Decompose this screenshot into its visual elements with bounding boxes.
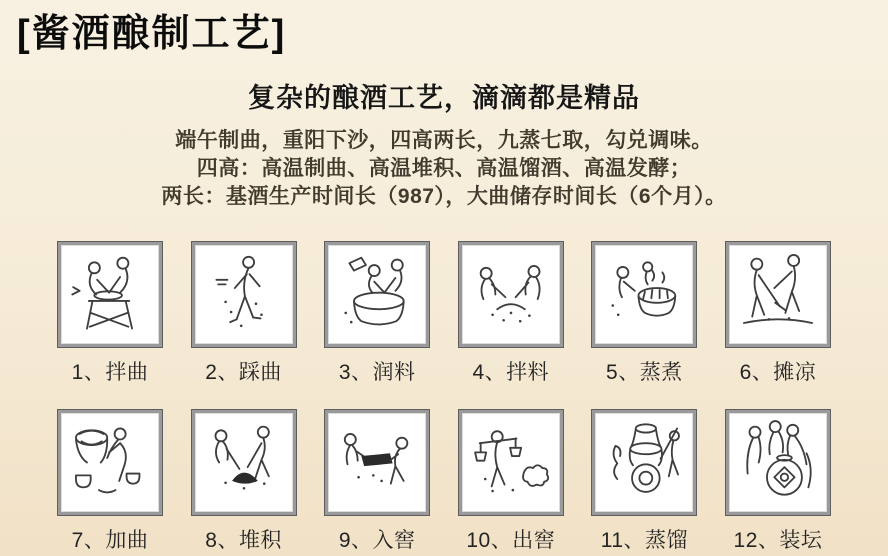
- step-8-label: 8、堆积: [205, 529, 282, 552]
- process-step-7: [58, 410, 162, 554]
- step-11-frame: [592, 410, 696, 515]
- mixing-qu-illustration-icon: [64, 248, 156, 341]
- step-3-frame: [325, 242, 429, 347]
- stacking-illustration-icon: [198, 416, 290, 509]
- step-2-frame: [192, 242, 296, 347]
- step-6-frame: [726, 242, 830, 347]
- process-step-6: [726, 242, 830, 386]
- step-1-label: 1、拌曲: [71, 361, 149, 384]
- process-step-11: [592, 410, 696, 554]
- process-step-2: [192, 242, 296, 386]
- poster-subtitle: 复杂的酿酒工艺，滴滴都是精品: [248, 83, 640, 113]
- jar-filling-illustration-icon: [732, 416, 824, 509]
- process-step-9: [325, 410, 429, 554]
- process-step-5: [592, 242, 696, 386]
- mixing-grain-illustration-icon: [465, 248, 557, 341]
- step-10-label: 10、出窖: [466, 529, 556, 552]
- process-step-12: [726, 410, 830, 554]
- description-line-2: 四高：高温制曲、高温堆积、高温馏酒、高温发酵；: [196, 157, 692, 180]
- process-step-4: [459, 242, 563, 386]
- step-3-label: 3、润料: [338, 361, 416, 384]
- process-steps-row-2: [58, 410, 830, 554]
- process-steps-row-1: [58, 242, 830, 386]
- process-description: [0, 127, 888, 211]
- step-9-frame: [325, 410, 429, 515]
- step-5-frame: [592, 242, 696, 347]
- step-7-frame: [58, 410, 162, 515]
- process-step-1: [58, 242, 162, 386]
- step-4-label: 4、拌料: [472, 361, 550, 384]
- step-1-frame: [58, 242, 162, 347]
- spreading-to-cool-illustration-icon: [732, 248, 824, 341]
- process-step-8: [192, 410, 296, 554]
- treading-qu-illustration-icon: [198, 248, 290, 341]
- entering-pit-illustration-icon: [331, 416, 423, 509]
- adding-qu-illustration-icon: [64, 416, 156, 509]
- step-9-label: 9、入窖: [338, 529, 416, 552]
- step-8-frame: [192, 410, 296, 515]
- distilling-illustration-icon: [598, 416, 690, 509]
- step-10-frame: [459, 410, 563, 515]
- process-step-10: [459, 410, 563, 554]
- process-step-3: [325, 242, 429, 386]
- step-4-frame: [459, 242, 563, 347]
- step-6-label: 6、摊凉: [739, 361, 817, 384]
- exiting-pit-illustration-icon: [465, 416, 557, 509]
- step-5-label: 5、蒸煮: [606, 361, 683, 384]
- step-12-frame: [726, 410, 830, 515]
- page-title: [酱酒酿制工艺]: [17, 13, 287, 55]
- description-line-1: 端午制曲，重阳下沙，四高两长，九蒸七取，勾兑调味。: [175, 129, 713, 152]
- step-11-label: 11、蒸馏: [600, 529, 689, 552]
- step-7-label: 7、加曲: [71, 529, 149, 552]
- description-line-3: 两长：基酒生产时间长（987），大曲储存时间长（6个月）。: [161, 185, 727, 208]
- step-12-label: 12、装坛: [733, 529, 823, 552]
- moistening-grain-illustration-icon: [331, 248, 423, 341]
- steaming-illustration-icon: [598, 248, 690, 341]
- step-2-label: 2、踩曲: [205, 361, 282, 384]
